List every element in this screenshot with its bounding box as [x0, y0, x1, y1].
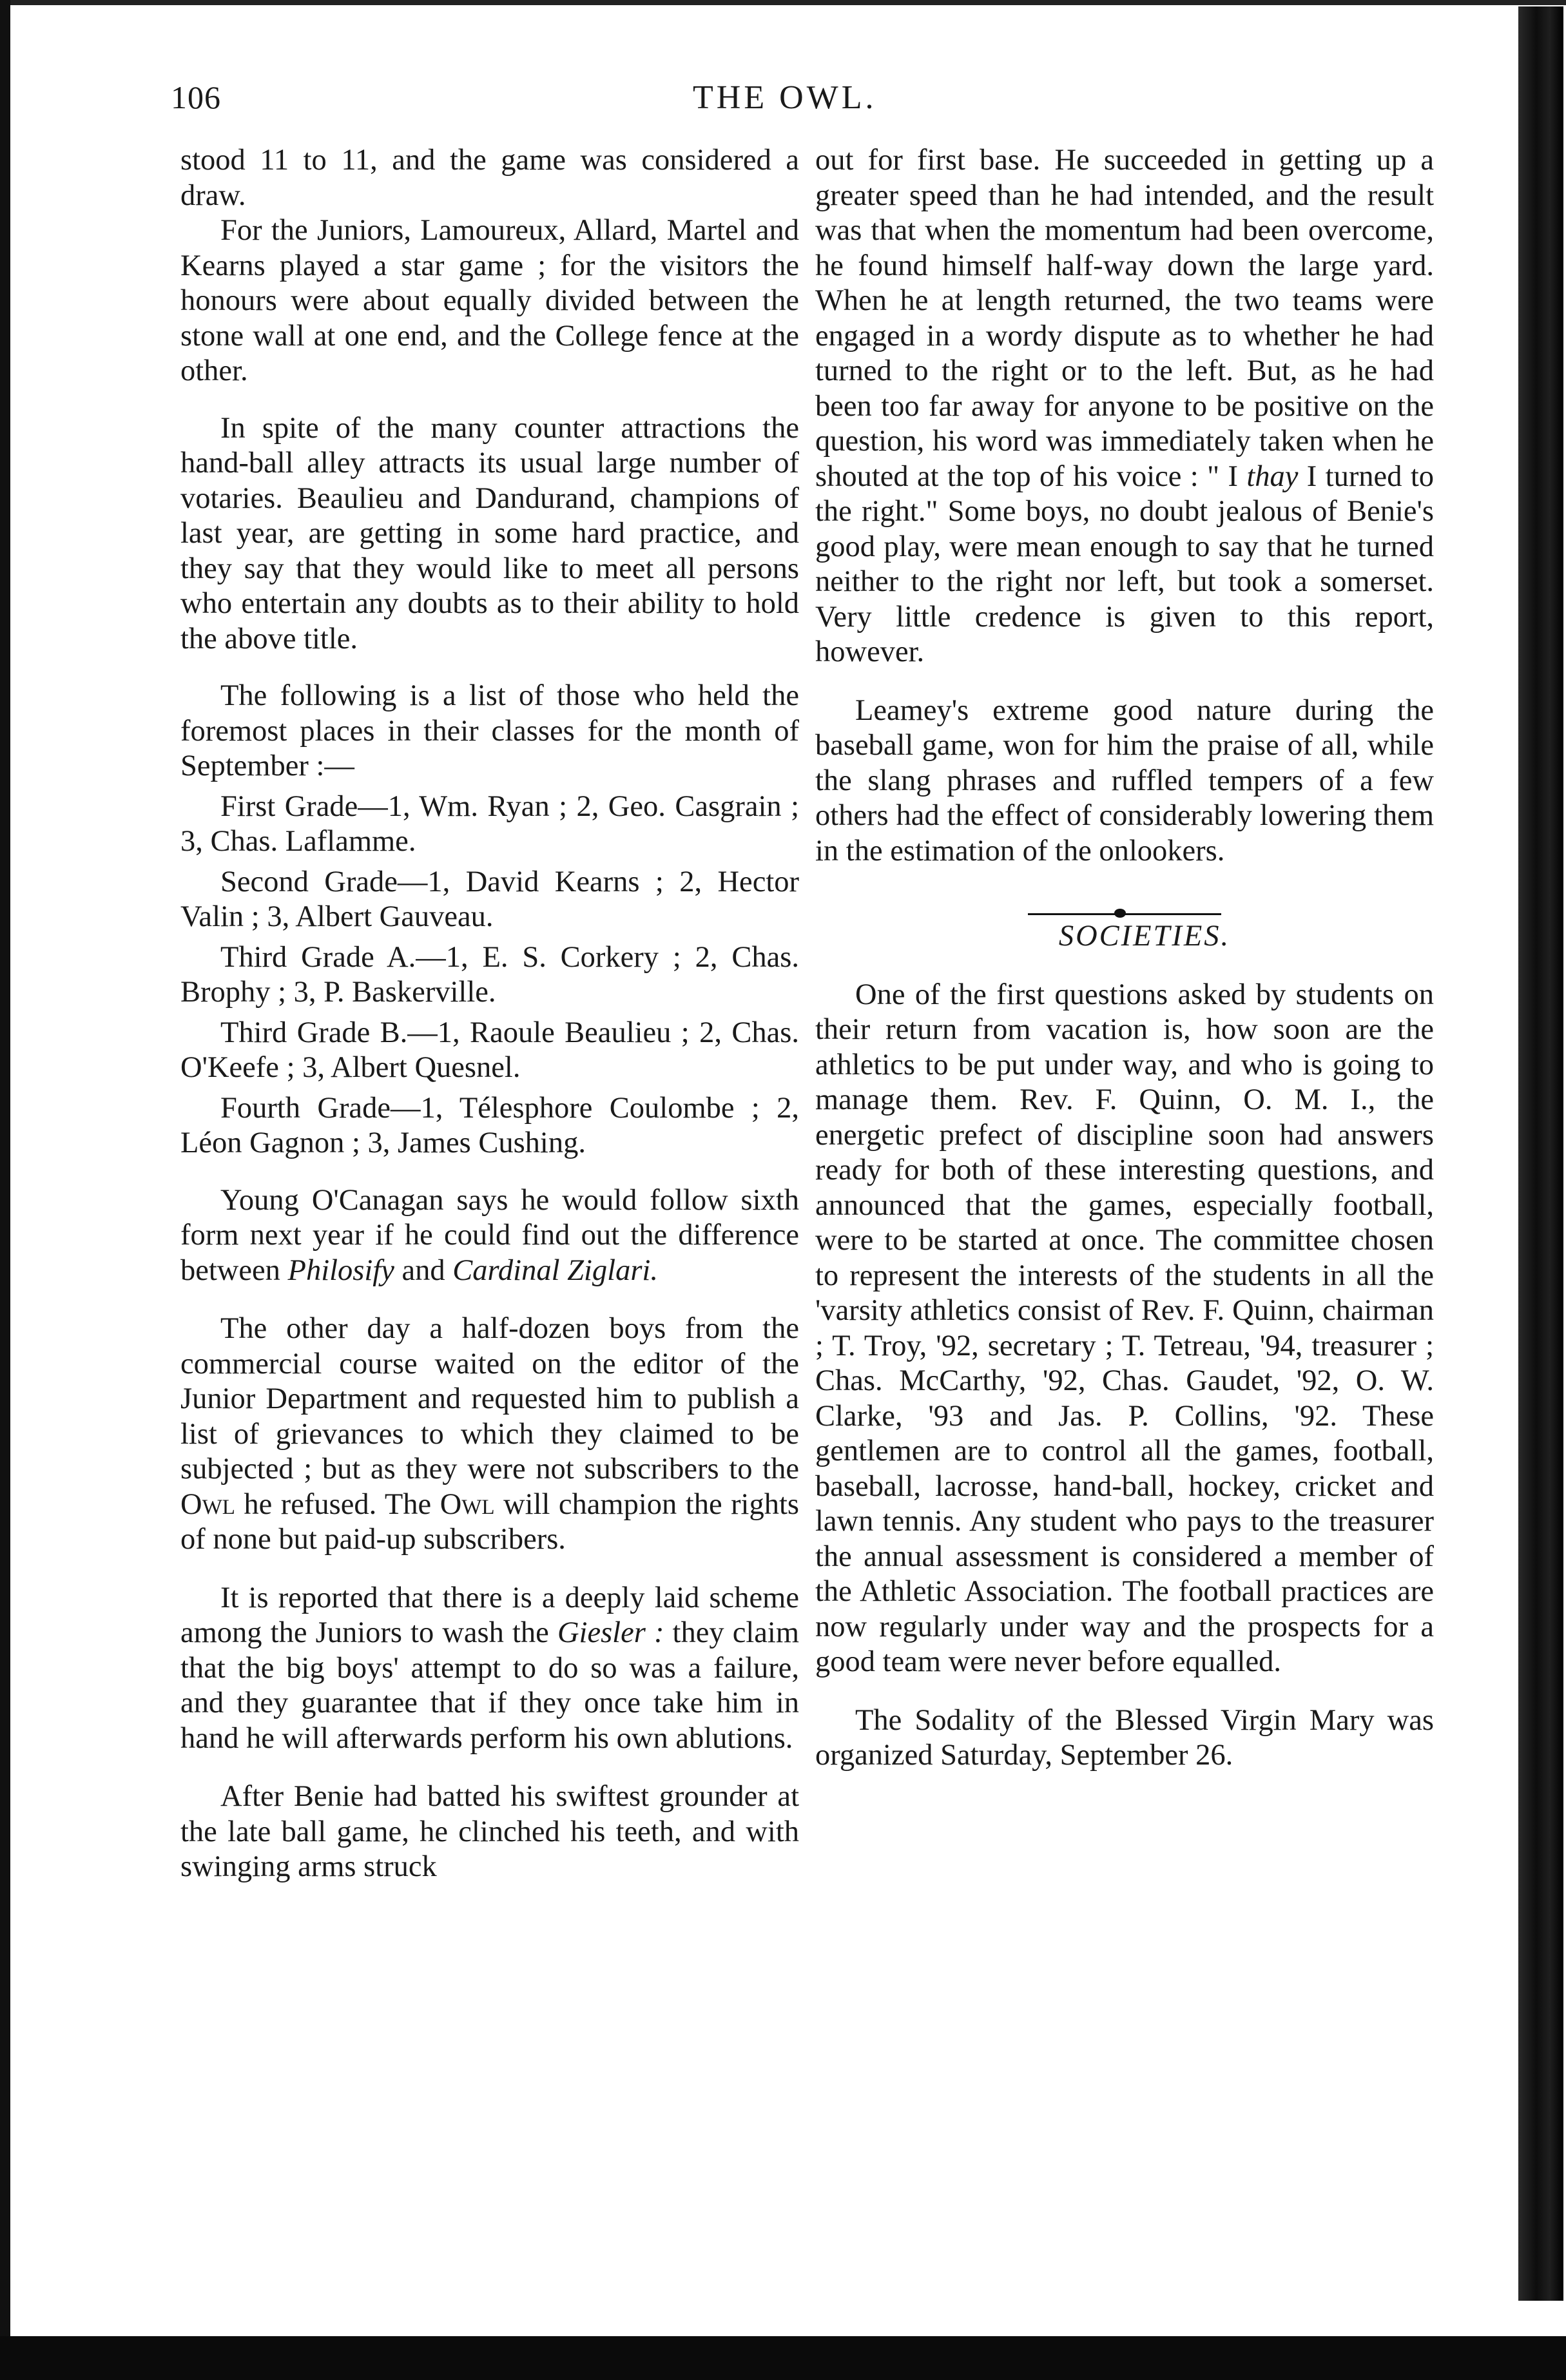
- grade-list-item: Third Grade A.—1, E. S. Corkery ; 2, Chas. Brophy ; 3, P. Baskerville.: [180, 940, 799, 1009]
- grade-list-item: Fourth Grade—1, Télesphore Coulombe ; 2, Léon Gagnon ; 3, James Cushing.: [180, 1091, 799, 1159]
- paragraph: Leamey's extreme good nature during the baseball game, won for him the praise of all, while the slang phrases and ruffled tempers of a few others had the effect of considerably lowering them in the estimation of the onlookers.: [815, 693, 1434, 867]
- page-header: [0, 71, 1514, 122]
- left-column: [180, 143, 799, 1885]
- grade-list-item: Second Grade—1, David Kearns ; 2, Hector Valin ; 3, Albert Gauveau.: [180, 865, 799, 933]
- italic-text: Cardinal Ziglari.: [452, 1253, 658, 1287]
- paragraph: After Benie had batted his swiftest grounder at the late ball game, he clinched his teeth, and with swinging arms struck: [180, 1780, 799, 1883]
- scan-edge-left: [0, 0, 10, 2380]
- text-run: he refused. The: [235, 1487, 440, 1521]
- page-number: 106: [171, 79, 221, 115]
- smallcaps-text: Owl: [440, 1487, 495, 1521]
- text-run: It is reported that there is a deeply laid scheme among the Juniors to wash the: [180, 1581, 799, 1649]
- paragraph: The following is a list of those who held the foremost places in their classes for the month of September :—: [180, 679, 799, 782]
- running-title: THE OWL.: [693, 79, 877, 116]
- section-divider: [1028, 909, 1221, 919]
- paragraph: stood 11 to 11, and the game was considered a draw.: [180, 144, 799, 212]
- paragraph: [180, 1311, 799, 1558]
- grade-list-item: Third Grade B.—1, Raoule Beaulieu ; 2, Chas. O'Keefe ; 3, Albert Quesnel.: [180, 1016, 799, 1084]
- italic-text: thay: [1246, 460, 1299, 493]
- text-run: will champion the rights of none but paid-up subscribers.: [180, 1487, 799, 1556]
- paragraph: The Sodality of the Blessed Virgin Mary was organized Saturday, September 26.: [815, 1703, 1434, 1772]
- scan-edge-right: [1518, 6, 1563, 2301]
- text-run: The other day a half-dozen boys from the commercial course waited on the editor of the Junior Department and requested him to publish a list of grievances to which they claimed to be subjected ; but as they were not subscribers to the: [180, 1312, 799, 1485]
- right-column: [815, 143, 1434, 1774]
- paragraph: [815, 143, 1434, 670]
- text-run: Young O'Canagan says he would follow sixth form next year if he could find out the difference between: [180, 1183, 799, 1287]
- paragraph: One of the first questions asked by students on their return from vacation is, how soon are the athletics to be put under way, and who is going to manage them. Rev. F. Quinn, O. M. I., the energetic prefect of discipline soon had answers ready for both of these interesting questions, and announced that the games, especially football, were to be started at once. The committee chosen to represent the interests of the students in all the 'varsity athletics consist of Rev. F. Quinn, chairman ; T. Troy, '92, secretary ; T. Tetreau, '94, treasurer ; Chas. McCarthy, '92, Chas. Gaudet, '92, O. W. Clarke, '93 and Jas. P. Collins, '92. These gentlemen are to control all the games, football, baseball, lacrosse, hand-ball, hockey, cricket and lawn tennis. Any student who pays to the treasurer the annual assessment is considered a member of the Athletic Association. The football practices are now regularly under way and the prospects for a good team were never before equalled.: [815, 978, 1434, 1678]
- scan-edge-top: [0, 0, 1566, 5]
- divider-ornament: [1114, 909, 1126, 918]
- italic-text: Giesler :: [557, 1616, 664, 1649]
- text-run: they claim that the big boys' attempt to do so was a failure, and they guarantee that if they once take him in hand he will afterwards perform his own ablutions.: [180, 1616, 800, 1755]
- paragraph: For the Juniors, Lamoureux, Allard, Martel and Kearns played a star game ; for the visitors the honours were about equally divided between the stone wall at one end, and the College fence at the other.: [180, 214, 799, 387]
- text-run: and: [394, 1253, 453, 1287]
- paragraph: In spite of the many counter attractions the hand-ball alley attracts its usual large number of votaries. Beaulieu and Dandurand, champions of last year, are getting in some hard practice, and they say that they would like to meet all persons who entertain any doubts as to their ability to hold the above title.: [180, 411, 799, 655]
- text-run: out for first base. He succeeded in getting up a greater speed than he had intended, and the result was that when the momentum had been overcome, he found himself half-way down the large yard. When he at length returned, the two teams were engaged in a wordy dispute as to whether he had turned to the right or to the left. But, as he had been too far away for anyone to be positive on the question, his word was immediately taken when he shouted at the top of his voice : " I: [815, 144, 1434, 493]
- italic-text: Philosify: [287, 1253, 394, 1287]
- paragraph: [180, 1581, 799, 1757]
- text-run: I turned to the right." Some boys, no doubt jealous of Benie's good play, were mean enough to say that he turned neither to the right nor left, but took a somerset. Very little credence is given to this report, however.: [815, 460, 1434, 668]
- scan-edge-bottom: [0, 2336, 1566, 2380]
- grade-list-item: First Grade—1, Wm. Ryan ; 2, Geo. Casgrain ; 3, Chas. Laflamme.: [180, 789, 799, 858]
- section-heading: SOCIETIES.: [1058, 920, 1231, 953]
- smallcaps-text: Owl: [180, 1487, 235, 1521]
- paragraph: [180, 1183, 799, 1289]
